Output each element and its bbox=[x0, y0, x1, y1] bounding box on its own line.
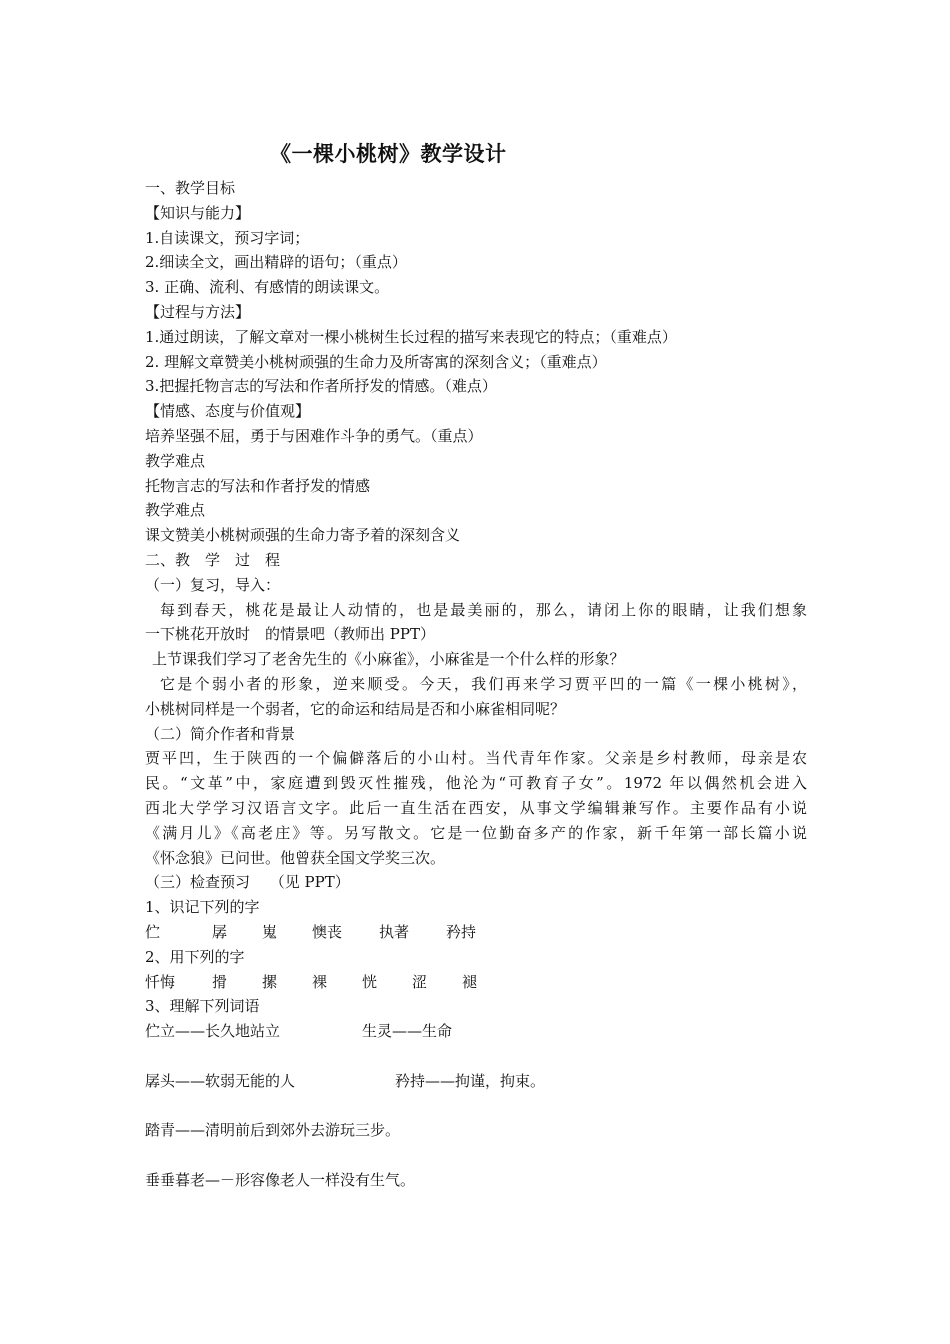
difficulty-text: 托物言志的写法和作者抒发的情感 bbox=[145, 476, 371, 495]
goal-item: 3. 正确、流利、有感情的朗读课文。 bbox=[145, 278, 390, 297]
difficulty-heading: 教学难点 bbox=[145, 451, 206, 470]
paragraph-line: 它是个弱小者的形象，逆来顺受。今天，我们再来学习贾平凹的一篇《一棵小桃树》， bbox=[160, 674, 807, 693]
paragraph-line: 民。“文革”中，家庭遭到毁灭性摧残，他沦为“可教育子女”。1972 年以偶然机会进入 bbox=[145, 774, 807, 793]
word-row-2 bbox=[145, 970, 807, 995]
word-item: 伫 bbox=[145, 922, 161, 941]
goal-item: 培养坚强不屈，勇于与困难作斗争的勇气。（重点） bbox=[145, 426, 483, 445]
word-item: 褪 bbox=[462, 972, 478, 991]
subheading-emotion: 【情感、态度与价值观】 bbox=[145, 402, 311, 421]
paragraph-line: 每到春天，桃花是最让人动情的，也是最美丽的，那么，请闭上你的眼睛，让我们想象 bbox=[160, 600, 807, 619]
word-item: 嵬 bbox=[262, 922, 278, 941]
difficulty-text: 课文赞美小桃树顽强的生命力寄予着的深刻含义 bbox=[145, 526, 461, 545]
word-item: 执著 bbox=[379, 922, 410, 941]
word-item: 涩 bbox=[412, 972, 428, 991]
definition: 孱头——软弱无能的人 bbox=[145, 1071, 296, 1090]
paragraph-line: 上节课我们学习了老舍先生的《小麻雀》，小麻雀是一个什么样的形象？ bbox=[152, 650, 625, 669]
goal-item: 2.细读全文，画出精辟的语句；（重点） bbox=[145, 253, 407, 272]
paragraph-line: 西北大学学习汉语言文字。此后一直生活在西安，从事文学编辑兼写作。主要作品有小说 bbox=[145, 798, 807, 817]
subheading-author: （二）简介作者和背景 bbox=[145, 724, 296, 743]
paragraph-line: 贾平凹，生于陕西的一个偏僻落后的小山村。当代青年作家。父亲是乡村教师，母亲是农 bbox=[145, 749, 807, 768]
document-title: 《一棵小桃树》教学设计 bbox=[270, 142, 507, 166]
word-item: 恍 bbox=[362, 972, 378, 991]
word-item: 矜持 bbox=[446, 922, 477, 941]
subheading-process: 【过程与方法】 bbox=[145, 302, 251, 321]
section-heading-goals: 一、教学目标 bbox=[145, 179, 236, 197]
document-body bbox=[145, 176, 807, 1193]
section-heading-process: 二、教 学 过 程 bbox=[145, 550, 281, 569]
goal-item: 1.通过朗读，了解文章对一棵小桃树生长过程的描写来表现它的特点；（重难点） bbox=[145, 327, 677, 346]
subheading-review: （一）复习，导入： bbox=[145, 575, 281, 594]
subheading-knowledge: 【知识与能力】 bbox=[145, 203, 251, 222]
question-2: 2、用下列的字 bbox=[145, 947, 245, 966]
paragraph-line: 小桃树同样是一个弱者，它的命运和结局是否和小麻雀相同呢？ bbox=[145, 699, 566, 718]
difficulty-heading: 教学难点 bbox=[145, 501, 206, 520]
goal-item: 1.自读课文，预习字词； bbox=[145, 228, 310, 247]
definition: 伫立——长久地站立 bbox=[145, 1022, 281, 1041]
definition: 矜持——拘谨，拘束。 bbox=[395, 1071, 546, 1090]
word-row-1 bbox=[145, 920, 807, 945]
subheading-check: （三）检查预习 （见 PPT） bbox=[145, 873, 350, 892]
definition-row bbox=[145, 1019, 807, 1044]
goal-item: 2. 理解文章赞美小桃树顽强的生命力及所寄寓的深刻含义；（重难点） bbox=[145, 352, 607, 371]
word-item: 忏悔 bbox=[145, 972, 176, 991]
definition-row bbox=[145, 1069, 807, 1094]
definition: 生灵——生命 bbox=[362, 1022, 453, 1041]
definition: 踏青——清明前后到郊外去游玩三步。 bbox=[145, 1121, 401, 1140]
question-3: 3、理解下列词语 bbox=[145, 997, 260, 1016]
paragraph-line: 《怀念狼》已问世。他曾获全国文学奖三次。 bbox=[145, 848, 446, 867]
word-item: 懊丧 bbox=[312, 922, 343, 941]
goal-item: 3.把握托物言志的写法和作者所抒发的情感。（难点） bbox=[145, 377, 497, 396]
word-item: 摞 bbox=[262, 972, 278, 991]
word-item: 裸 bbox=[312, 972, 328, 991]
paragraph-line: 一下桃花开放时 的情景吧（教师出 PPT） bbox=[145, 625, 435, 644]
question-1: 1、识记下列的字 bbox=[145, 898, 260, 917]
word-item: 孱 bbox=[212, 922, 228, 941]
word-item: 搰 bbox=[212, 972, 228, 991]
paragraph-line: 《满月儿》《高老庄》等。另写散文。它是一位勤奋多产的作家，新千年第一部长篇小说 bbox=[145, 823, 807, 842]
definition: 垂垂暮老—－形容像老人一样没有生气。 bbox=[145, 1170, 416, 1189]
